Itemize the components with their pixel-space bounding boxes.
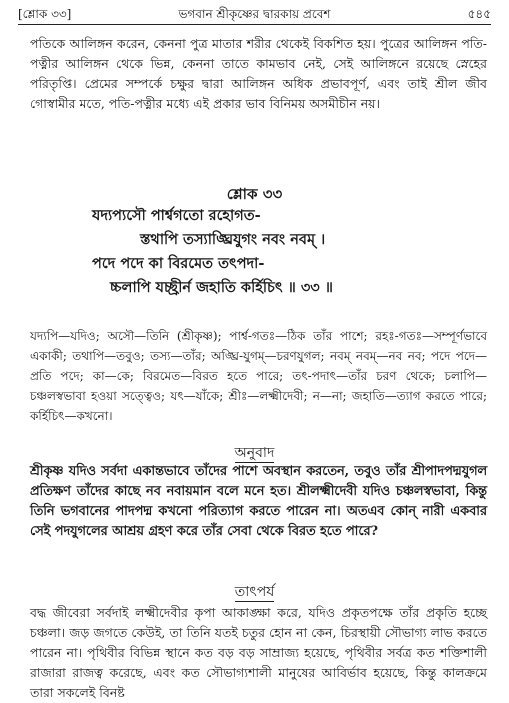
- verse-line-4: চ্চলাপি যচ্ছ্রীর্ন জহাতি কর্হিচিৎ ॥ ৩৩ ॥: [110, 279, 333, 296]
- header-verse-ref: [শ্লোক ৩৩]: [18, 7, 72, 21]
- translation-text: শ্রীকৃষ্ণ যদিও সর্বদা একান্তভাবে তাঁদের পাশে অবস্থান করতেন, তবুও তাঁর শ্রীপাদপদ্মযুগল প্রতিক্ষণ তাঁদের কাছে নব নবায়মান বলে মনে হত। শ্রীলক্ষ্মীদেবী যদিও চঞ্চলস্বভাবা, কিন্তু তিনি ভগবানের পাদপদ্ম কখনো পরিত্যাগ করতে পারেন না। অতএব কোন্ নারী একবার সেই পদযুগলের আশ্রয় গ্রহণ করে তাঁর সেবা থেকে বিরত হতে পারে?: [30, 464, 487, 539]
- header-rule: [18, 24, 491, 25]
- continued-paragraph: [30, 34, 487, 114]
- page-number: ৫৪৫: [467, 7, 491, 21]
- verse-line-1: যদ্যপ্যসৌ পার্শ্বগতো রহোগত-: [92, 207, 261, 224]
- purport-text: বদ্ধ জীবেরা সর্বদাই লক্ষ্মীদেবীর কৃপা আকাঙ্ক্ষা করে, যদিও প্রকৃতপক্ষে তাঁর প্রকৃতি হচ্ছে চঞ্চলা। জড় জগতে কেউই, তা তিনি যতই চতুর হোন না কেন, চিরস্থায়ী সৌভাগ্য লাভ করতে পারেন না। পৃথিবীর বিভিন্ন স্থানে কত বড় বড় সাম্রাজ্য হয়েছে, পৃথিবীর সর্বত্র কত শক্তিশালী রাজারা রাজত্ব করেছে, এবং কত সৌভাগ্যশালী মানুষের আবির্ভাব হয়েছে, কিন্তু কালক্রমে তারা সকলেই বিনষ্ট: [30, 605, 487, 700]
- continued-paragraph-text: পতিকে আলিঙ্গন করেন, কেননা পুত্র মাতার শরীর থেকেই বিকশিত হয়। পুত্রের আলিঙ্গন পতি-পত্নীর আলিঙ্গন থেকে ভিন্ন, কেননা তাতে কামভাব নেই, সেই আলিঙ্গনে রয়েছে স্নেহের পরিতৃপ্তি। প্রেমের সম্পর্কে চক্ষুর দ্বারা আলিঙ্গন অধিক প্রভাবপূর্ণ, এবং তাই শ্রীল জীব গোস্বামীর মতে, পতি-পত্নীর মধ্যে এই প্রকার ভাব বিনিময় অসমীচীন নয়।: [30, 36, 487, 111]
- synonyms-block: [30, 326, 487, 426]
- purport-block: [30, 603, 487, 703]
- translation-heading-text: অনুবাদ: [234, 445, 275, 461]
- purport-heading: [0, 580, 509, 604]
- running-header: [18, 6, 491, 24]
- purport-heading-text: তাৎপর্য: [234, 584, 275, 600]
- verse-line-3: পদে পদে কা বিরমেত তৎপদা-: [92, 255, 265, 272]
- translation-block: [30, 462, 487, 542]
- verse-line-2: স্তথাপি তস্যাঙ্ঘ্রিযুগং নবং নবম্ ।: [140, 231, 326, 248]
- shloka-title: শ্লোক ৩৩: [226, 185, 283, 203]
- synonyms-text: যদ্যপি—যদিও; অসৌ—তিনি (শ্রীকৃষ্ণ); পার্শ্ব-গতঃ—ঠিক তাঁর পাশে; রহঃ-গতঃ—সম্পূর্ণভাবে একাকী; তথাপি—তবুও; তস্য—তাঁর; অঙ্ঘ্রি-যুগম্—চরণযুগল; নবম্ নবম্—নব নব; পদে পদে—প্রতি পদে; কা—কে; বিরমেত—বিরত হতে পারে; তৎ-পদাৎ—তাঁর চরণ থেকে; চলাপি—চঞ্চলস্বভাবা হওয়া সত্ত্বেও; যৎ—যাঁকে; শ্রীঃ—লক্ষ্মীদেবী; ন—না; জহাতি—ত্যাগ করতে পারে; কর্হিচিৎ—কখনো।: [30, 329, 487, 423]
- header-chapter-title: ভগবান শ্রীকৃষ্ণের দ্বারকায় প্রবেশ: [178, 7, 331, 21]
